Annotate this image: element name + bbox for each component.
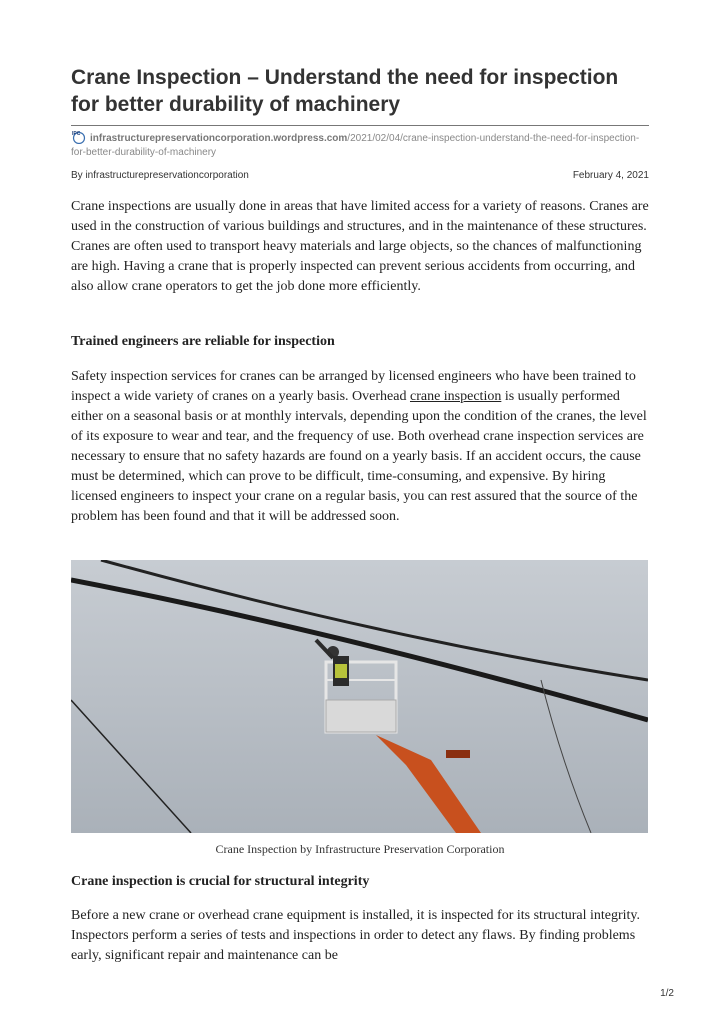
- author: By infrastructurepreservationcorporation: [71, 170, 249, 181]
- source-url[interactable]: [71, 130, 649, 160]
- intro-paragraph: Crane inspections are usually done in areas that have limited access for a variety of reasons. Cranes are used in the construction of various buildings and structures, and in the maintenance of these structures. Cranes are often used to transport heavy materials and large objects, so the chances of malfunctioning are high. Having a crane that is properly inspected can prevent serious accidents from occurring, and also allow crane operators to get the job done more efficiently.: [71, 199, 649, 294]
- article-title: Crane Inspection – Understand the need for inspection for better durability of machinery: [71, 66, 619, 116]
- source-path[interactable]: /2021/02/04/crane-inspection-understand-the-need-for-inspection-for-better-durability-of-machinery: [71, 133, 640, 158]
- page-number: 1/2: [660, 988, 674, 999]
- section-heading-structural-integrity: Crane inspection is crucial for structural integrity: [71, 874, 370, 889]
- figure-caption: Crane Inspection by Infrastructure Preservation Corporation: [215, 842, 505, 856]
- paragraph-text: Safety inspection services for cranes can be arranged by licensed engineers who have been trained to inspect a wide variety of cranes on a yearly basis. Overhead: [71, 369, 636, 404]
- ipc-logo-icon: [71, 130, 87, 144]
- title-divider: [71, 125, 649, 126]
- paragraph-text: is usually performed either on a seasonal basis or at monthly intervals, depending upon the condition of the cranes, the level of its exposure to wear and tear, and the frequency of use. Both overhead crane inspection services are necessary to ensure that no safety hazards are found on a yearly basis. If an accident occurs, the cause must be determined, which can prove to be difficult, time-consuming, and expensive. By hiring licensed engineers to inspect your crane on a regular basis, you can rest assured that the source of the problem has been found and that it will be addressed soon.: [71, 389, 647, 524]
- source-domain[interactable]: infrastructurepreservationcorporation.wordpress.com: [90, 133, 348, 144]
- crane-inspection-photo: [71, 560, 648, 833]
- paragraph-safety-inspection: [71, 367, 649, 527]
- svg-text:IPC: IPC: [72, 131, 81, 137]
- crane-inspection-link[interactable]: crane inspection: [409, 389, 502, 404]
- section-heading-trained-engineers: Trained engineers are reliable for inspection: [71, 334, 335, 349]
- byline: [71, 170, 649, 181]
- publish-date: February 4, 2021: [572, 170, 649, 181]
- paragraph-structural-integrity: Before a new crane or overhead crane equipment is installed, it is inspected for its structural integrity. Inspectors perform a series of tests and inspections in order to detect any flaws. By finding problems early, significant repair and maintenance can be: [71, 908, 641, 963]
